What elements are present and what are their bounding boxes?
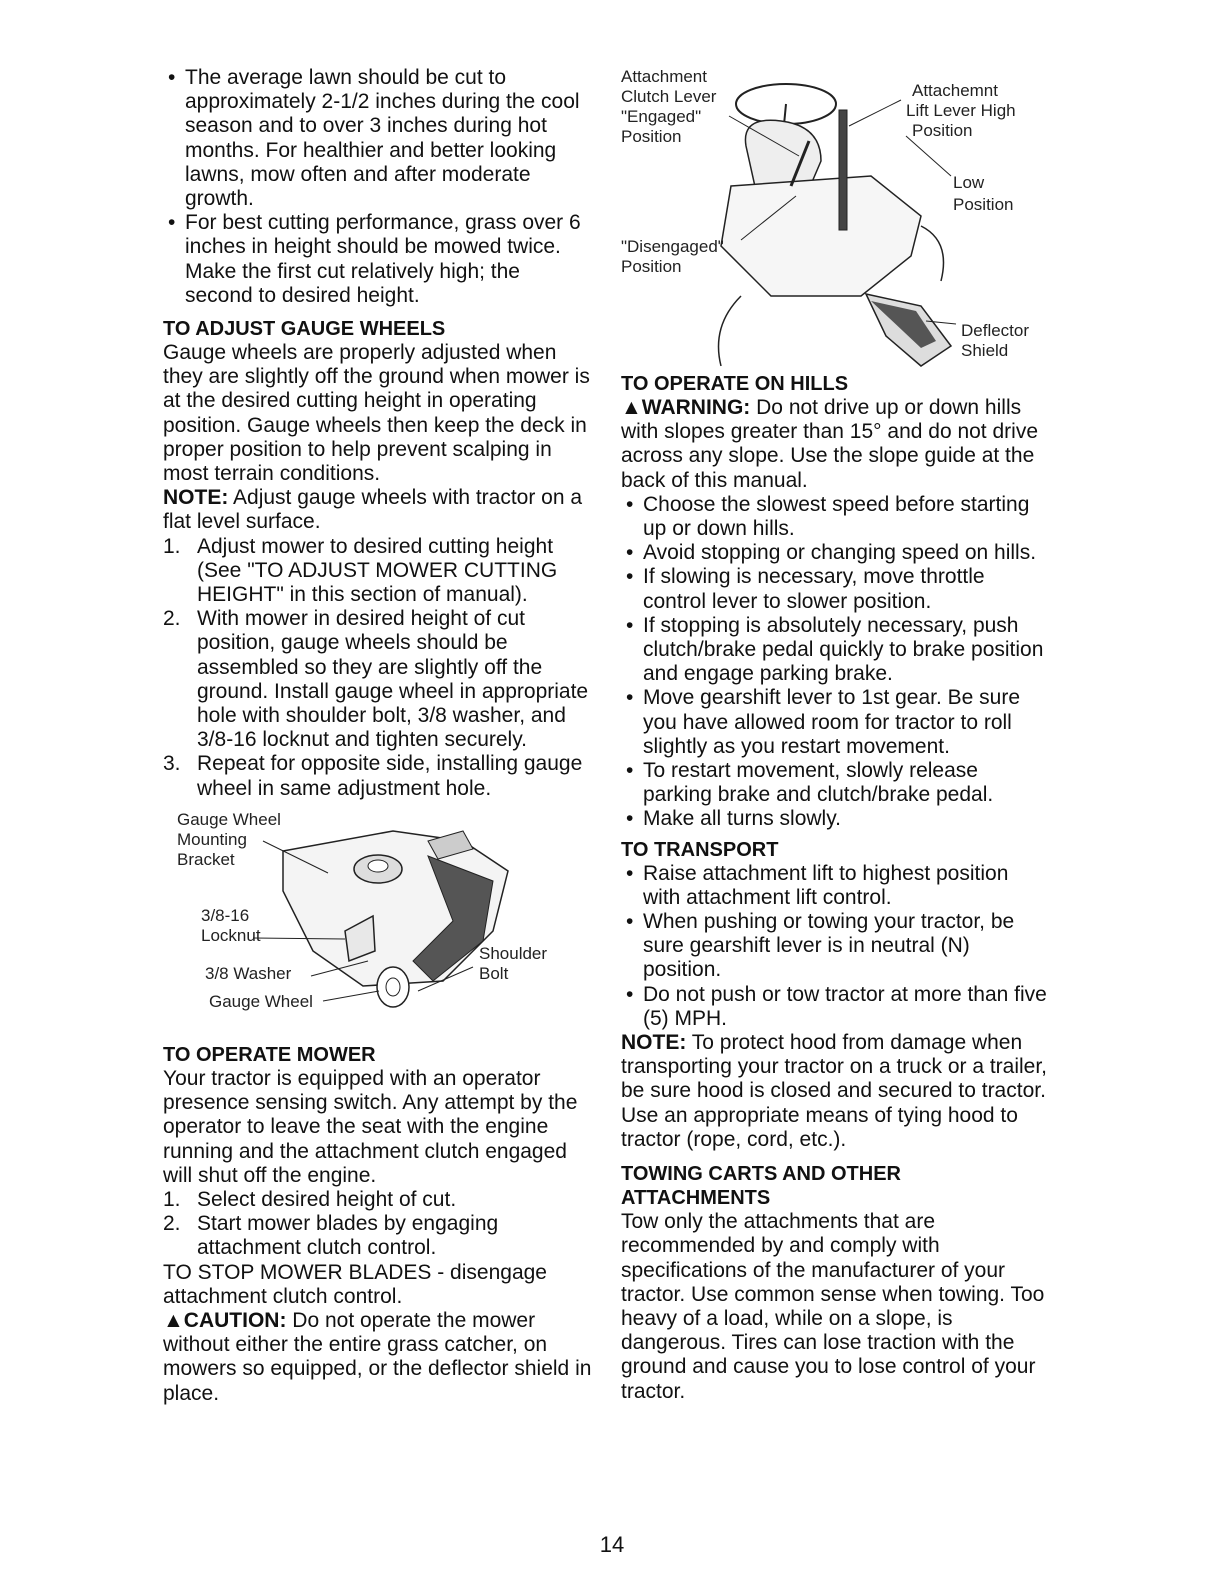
- gauge-note: [163, 486, 593, 534]
- step-text: Adjust mower to desired cutting height (See "TO ADJUST MOWER CUTTING HEIGHT" in this section of manual).: [197, 534, 558, 607]
- list-item: • The average lawn should be cut to approximately 2-1/2 inches during the cool season and to over 3 inches during hot months. For healthier and better looking lawns, mow often and after moderate growth.: [163, 66, 593, 211]
- label-bolt-2: Bolt: [479, 963, 509, 983]
- label-lift-2: Lift Lever High: [906, 101, 1016, 120]
- caution-text: Do not operate the mower without either the entire grass catcher, on mowers so equipped, or the deflector shield in place.: [163, 1308, 592, 1405]
- label-clutch-3: "Engaged": [621, 107, 702, 126]
- wheel-arc: [719, 296, 742, 366]
- label-bracket-3: Bracket: [177, 849, 235, 869]
- step-number: 2.: [163, 1212, 181, 1236]
- list-item: [163, 752, 593, 800]
- list-item: • Avoid stopping or changing speed on hills.: [621, 541, 1051, 565]
- warning-label: [621, 396, 750, 419]
- list-item: • If stopping is absolutely necessary, push clutch/brake pedal quickly to brake position and engage parking brake.: [621, 614, 1051, 687]
- stop-blades: TO STOP MOWER BLADES - disengage attachment clutch control.: [163, 1260, 547, 1308]
- tractor-body: [721, 176, 921, 296]
- label-wheel: Gauge Wheel: [209, 991, 313, 1011]
- step-text: Start mower blades by engaging attachment clutch control.: [197, 1212, 499, 1260]
- leader-line: [849, 100, 901, 126]
- label-bolt-1: Shoulder: [479, 943, 548, 963]
- label-disengaged-1: "Disengaged": [621, 237, 724, 256]
- gauge-wheel-figure: [163, 811, 593, 1039]
- step-number: 3.: [163, 752, 181, 776]
- tractor-figure: [621, 66, 1051, 370]
- operate-steps: [163, 1188, 593, 1261]
- towing-heading: TOWING CARTS AND OTHER ATTACHMENTS: [621, 1163, 901, 1210]
- gauge-steps: [163, 535, 593, 801]
- label-deflector-2: Shield: [961, 341, 1009, 360]
- step-text: Repeat for opposite side, installing gauge wheel in same adjustment hole.: [197, 752, 583, 800]
- spindle-hub: [368, 860, 388, 872]
- leader-line: [906, 136, 951, 176]
- label-washer: 3/8 Washer: [205, 963, 292, 983]
- list-item: • For best cutting performance, grass over 6 inches in height should be mowed twice. Make the first cut relatively high; the second to desired height.: [163, 211, 593, 308]
- operate-para: Your tractor is equipped with an operator presence sensing switch. Any attempt by the operator to leave the seat with the engine running and the attachment clutch engaged will shut off the engine.: [163, 1066, 578, 1187]
- label-low-2: Position: [953, 195, 1014, 214]
- page-number: 14: [599, 1532, 625, 1557]
- list-item: • Make all turns slowly.: [621, 807, 1051, 831]
- caution-triangle-icon: ▲: [163, 1308, 184, 1332]
- transport-heading: TO TRANSPORT: [621, 838, 779, 861]
- lift-lever-icon: [839, 110, 847, 230]
- warning-label-text: WARNING:: [641, 396, 751, 419]
- list-item: [163, 607, 593, 752]
- label-locknut-1: 3/8-16: [201, 905, 250, 925]
- label-low-1: Low: [953, 173, 985, 192]
- caution-label-text: CAUTION:: [183, 1308, 287, 1332]
- list-item: • If slowing is necessary, move throttle control lever to slower position.: [621, 565, 1051, 613]
- note-label: NOTE:: [621, 1031, 687, 1055]
- label-bracket-2: Mounting: [177, 829, 247, 849]
- wheel-arc: [921, 226, 944, 281]
- note-text: Adjust gauge wheels with tractor on a flat level surface.: [163, 486, 583, 534]
- label-lift-1: Attachemnt: [912, 81, 998, 100]
- list-item: • Raise attachment lift to highest position with attachment lift control.: [621, 862, 1051, 910]
- list-item: [163, 535, 593, 608]
- list-item: [163, 1212, 593, 1260]
- list-item: • To restart movement, slowly release parking brake and clutch/brake pedal.: [621, 759, 1051, 807]
- intro-bullets: [163, 66, 593, 308]
- leader-line: [323, 991, 379, 1001]
- warning-text: Do not drive up or down hills with slopes greater than 15° and do not drive across any slope. Use the slope guide at the back of this manual.: [621, 396, 1038, 492]
- step-number: 1.: [163, 1187, 181, 1211]
- caution-label: [163, 1309, 286, 1332]
- label-clutch-1: Attachment: [621, 67, 707, 86]
- operate-heading: TO OPERATE MOWER: [163, 1043, 376, 1066]
- label-disengaged-2: Position: [621, 257, 682, 276]
- gauge-wheel-icon: [377, 967, 409, 1007]
- transport-bullets: [621, 862, 1051, 1031]
- step-text: Select desired height of cut.: [197, 1187, 457, 1211]
- note-text: To protect hood from damage when transporting your tractor on a truck or a trailer, be sure hood is closed and secured to tractor. Use an appropriate means of tying hood to tractor (rope, cord, etc.).: [621, 1031, 1048, 1151]
- label-lift-3: Position: [912, 121, 973, 140]
- right-column: [621, 66, 1051, 1404]
- list-item: • Do not push or tow tractor at more than five (5) MPH.: [621, 983, 1051, 1031]
- hills-warning: [621, 396, 1051, 493]
- label-locknut-2: Locknut: [201, 925, 261, 945]
- label-clutch-4: Position: [621, 127, 682, 146]
- list-item: • When pushing or towing your tractor, be sure gearshift lever is in neutral (N) position.: [621, 910, 1051, 983]
- label-deflector-1: Deflector: [961, 321, 1030, 340]
- left-column: [163, 66, 593, 1406]
- caution: [163, 1309, 593, 1406]
- transport-note: [621, 1031, 1051, 1152]
- towing-para: Tow only the attachments that are recommended by and comply with specifications of the manufacturer of your tractor. Use common sense when towing. Too heavy of a load, while on a slope, is dangerous. Tires can lose traction with the ground and cause you to lose control of your tractor.: [621, 1210, 1045, 1403]
- step-number: 2.: [163, 607, 181, 631]
- list-item: • Move gearshift lever to 1st gear. Be sure you have allowed room for tractor to roll slightly as you restart movement.: [621, 686, 1051, 759]
- hills-heading: TO OPERATE ON HILLS: [621, 373, 849, 395]
- gauge-heading: TO ADJUST GAUGE WHEELS: [163, 318, 446, 341]
- step-text: With mower in desired height of cut position, gauge wheels should be assembled so they are slightly off the ground. Install gauge wheel in appropriate hole with shoulder bolt, 3/8 washer, and 3/8-16 locknut and tighten securely.: [197, 607, 589, 752]
- list-item: • Choose the slowest speed before starting up or down hills.: [621, 493, 1051, 541]
- label-clutch-2: Clutch Lever: [621, 87, 717, 106]
- note-label: NOTE:: [163, 486, 229, 510]
- label-bracket-1: Gauge Wheel: [177, 810, 281, 829]
- hills-bullets: [621, 493, 1051, 832]
- list-item: [163, 1188, 593, 1212]
- gauge-para: Gauge wheels are properly adjusted when they are slightly off the ground when mower is at the desired cutting height in operating position. Gauge wheels then keep the deck in proper position to help prevent scalping in most terrain conditions.: [163, 341, 590, 486]
- warning-triangle-icon: ▲: [621, 396, 642, 419]
- step-number: 1.: [163, 534, 181, 558]
